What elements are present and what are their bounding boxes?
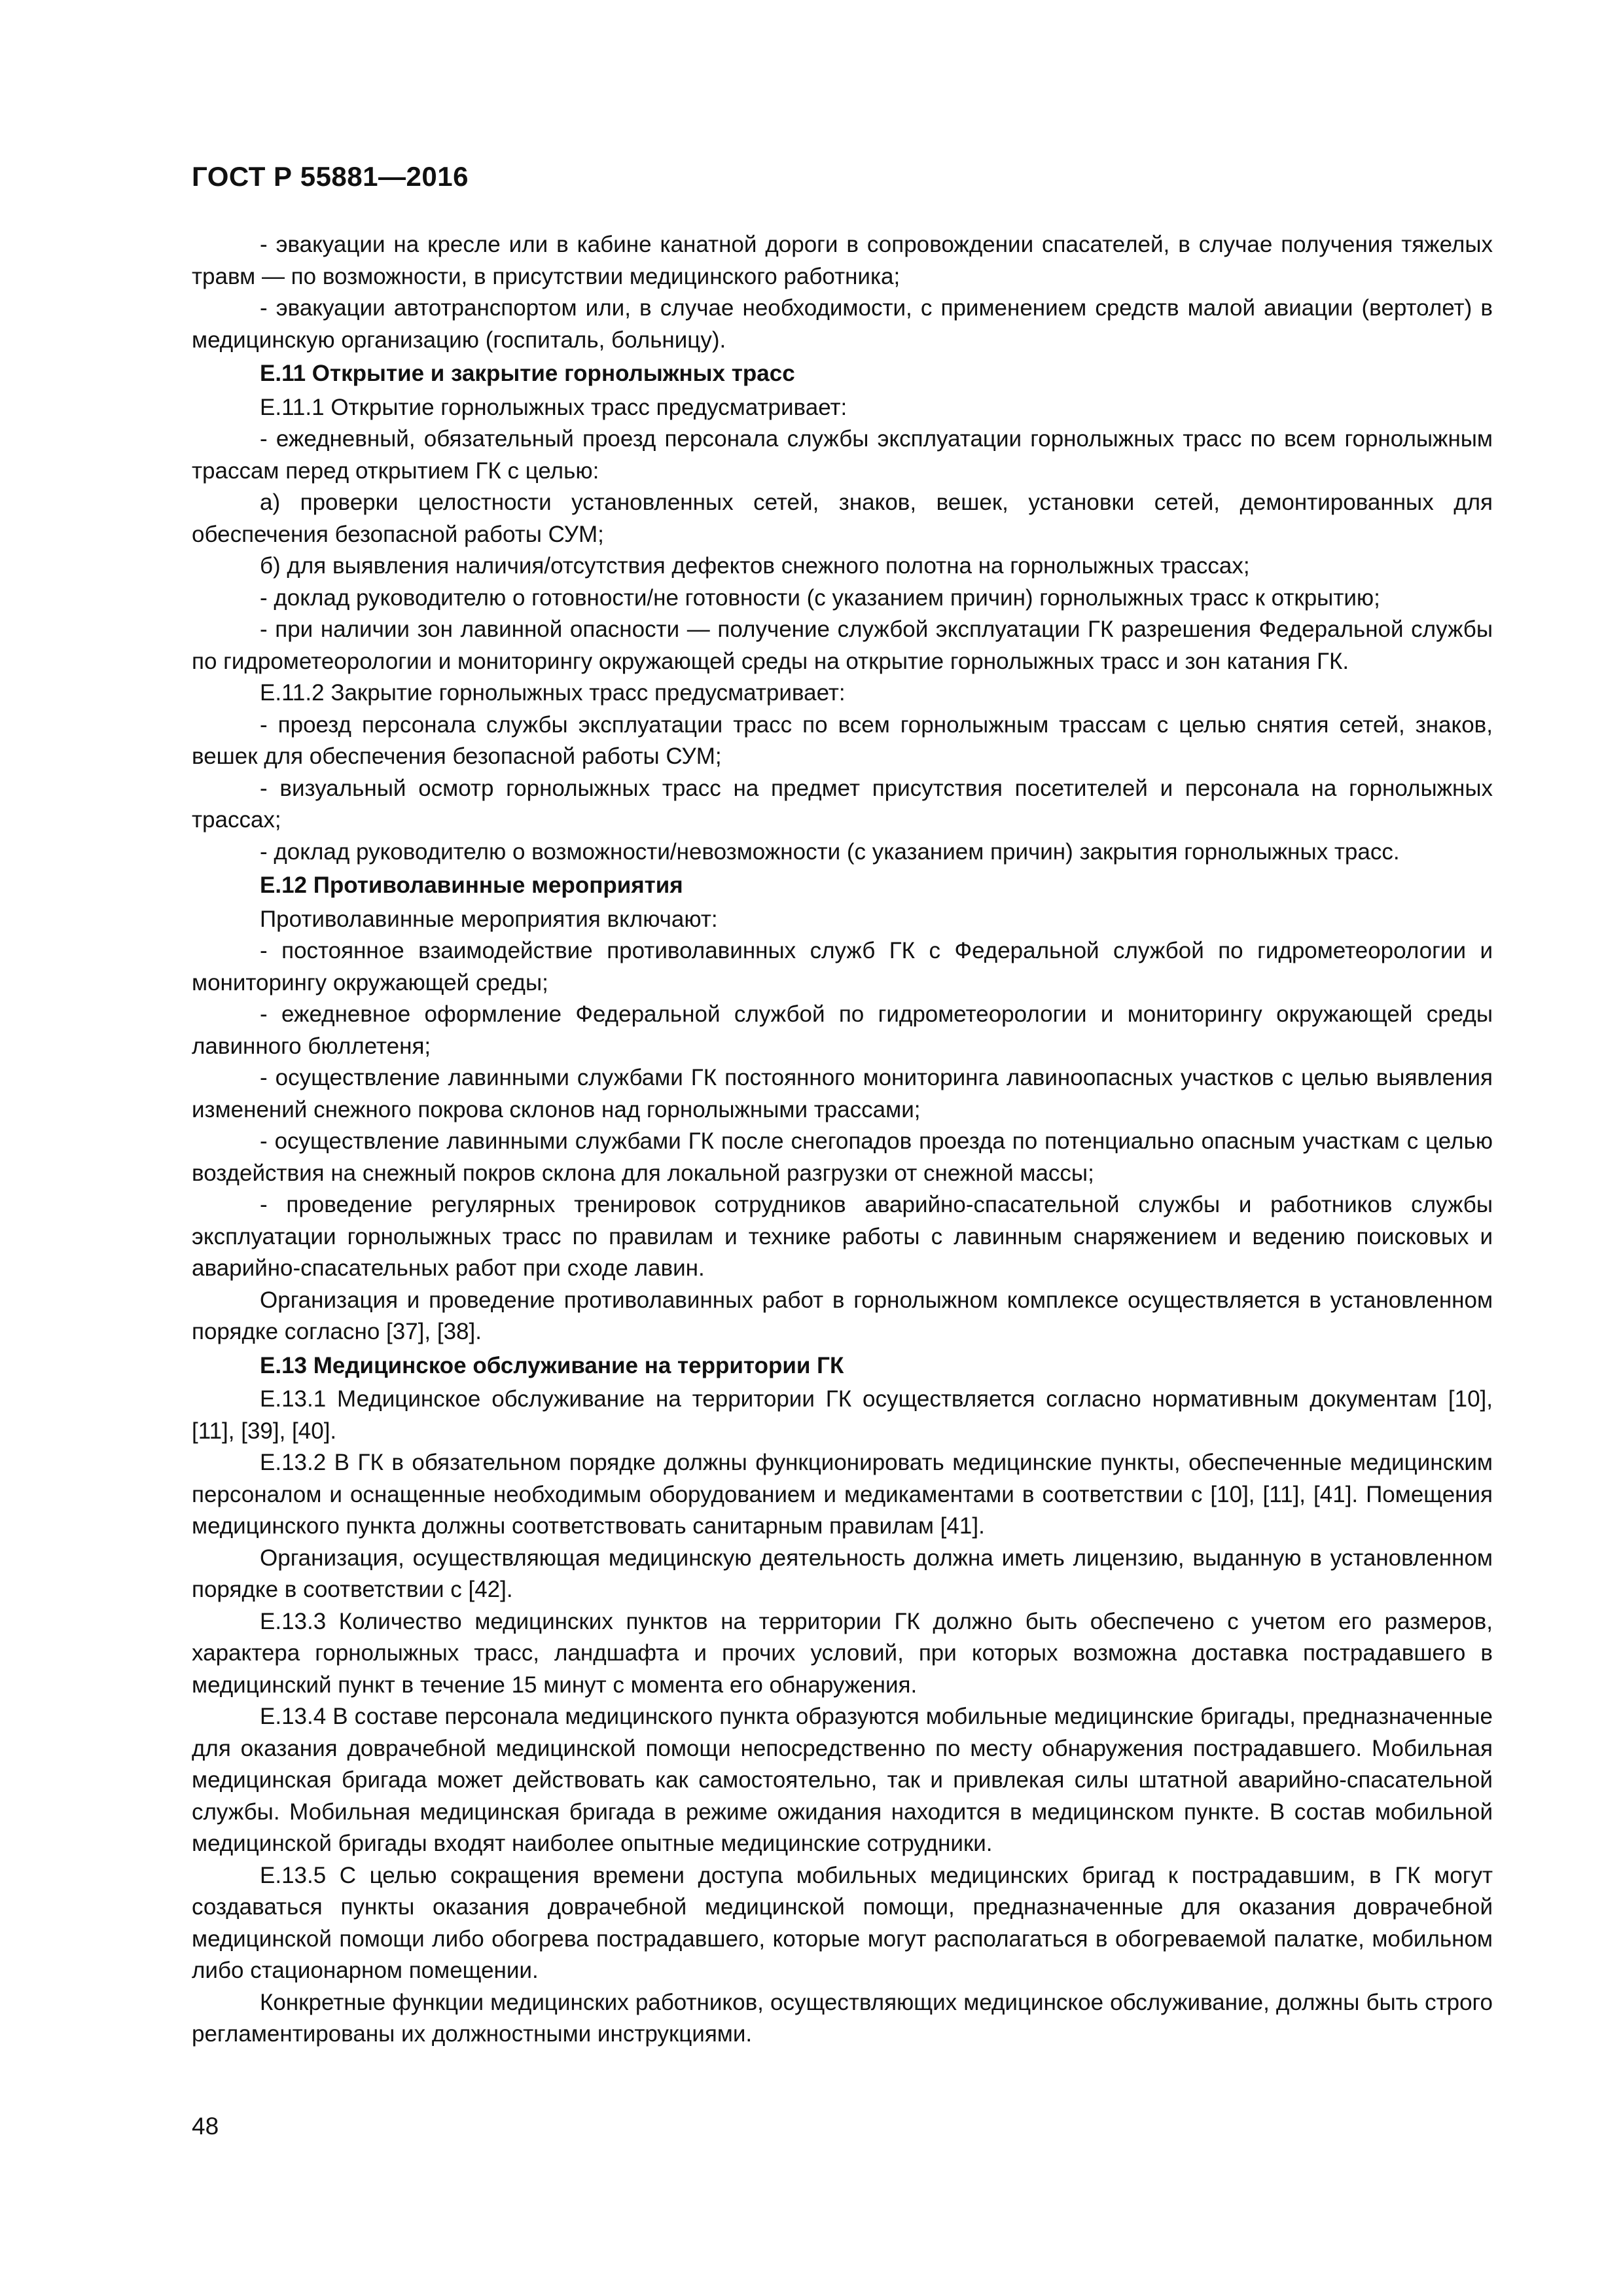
paragraph: - при наличии зон лавинной опасности — получение службой эксплуатации ГК разрешения Федеральной службы по гидрометеорологии и мониторингу окружающей среды на открытие горнолыжных трасс и зон катания ГК.	[192, 617, 1493, 674]
paragraph: - эвакуации автотранспортом или, в случае необходимости, с применением средств малой авиации (вертолет) в медицинскую организацию (госпиталь, больницу).	[192, 295, 1493, 353]
paragraph: - постоянное взаимодействие противолавинных служб ГК с Федеральной службой по гидрометеорологии и мониторингу окружающей среды;	[192, 938, 1493, 996]
paragraph: - ежедневный, обязательный проезд персонала службы эксплуатации горнолыжных трасс по всем горнолыжным трассам перед открытием ГК с целью:	[192, 426, 1493, 484]
paragraph: Организация, осуществляющая медицинскую деятельность должна иметь лицензию, выданную в установленном порядке в соответствии с [42].	[192, 1545, 1493, 1602]
paragraph: - визуальный осмотр горнолыжных трасс на предмет присутствия посетителей и персонала на горнолыжных трассах;	[192, 775, 1493, 833]
section-heading: Е.11 Открытие и закрытие горнолыжных трасс	[260, 361, 795, 386]
paragraph: - проезд персонала службы эксплуатации трасс по всем горнолыжным трассам с целью снятия сетей, знаков, вешек для обеспечения безопасной работы СУМ;	[192, 711, 1493, 769]
page-number: 48	[192, 2113, 219, 2140]
paragraph: - осуществление лавинными службами ГК после снегопадов проезда по потенциально опасным участкам с целью воздействия на снежный покров склона для локальной разгрузки от снежной массы;	[192, 1128, 1493, 1186]
section-heading: Е.13 Медицинское обслуживание на территории ГК	[260, 1352, 844, 1378]
paragraph: б) для выявления наличия/отсутствия дефектов снежного полотна на горнолыжных трассах;	[260, 553, 1250, 579]
paragraph: - проведение регулярных тренировок сотрудников аварийно-спасательной службы и работников службы эксплуатации горнолыжных трасс по правилам и технике работы с лавинным снаряжением и ведению поисковых и аварийно-спасательных работ при сходе лавин.	[192, 1192, 1493, 1281]
document-header: ГОСТ Р 55881—2016	[192, 161, 469, 192]
paragraph: Е.13.1 Медицинское обслуживание на территории ГК осуществляется согласно нормативным документам [10], [11], [39], [40].	[192, 1386, 1493, 1444]
paragraph: а) проверки целостности установленных сетей, знаков, вешек, установки сетей, демонтированных для обеспечения безопасной работы СУМ;	[192, 490, 1493, 547]
paragraph: Е.13.4 В составе персонала медицинского пункта образуются мобильные медицинские бригады, предназначенные для оказания доврачебной медицинской помощи непосредственно по месту обнаружения пострадавшего. Мобильная медицинская бригада может действовать как самостоятельно, так и привлекая силы штатной аварийно-спасательной службы. Мобильная медицинская бригада в режиме ожидания находится в медицинском пункте. В состав мобильной медицинской бригады входят наиболее опытные медицинские сотрудники.	[192, 1704, 1493, 1856]
paragraph: Е.11.2 Закрытие горнолыжных трасс предусматривает:	[260, 680, 846, 706]
section-heading: Е.12 Противолавинные мероприятия	[260, 872, 683, 898]
paragraph: Е.11.1 Открытие горнолыжных трасс предусматривает:	[260, 394, 847, 420]
paragraph: Противолавинные мероприятия включают:	[260, 906, 718, 932]
paragraph: Конкретные функции медицинских работников, осуществляющих медицинское обслуживание, должны быть строго регламентированы их должностными инструкциями.	[192, 1989, 1493, 2047]
document-body	[192, 229, 1493, 2051]
paragraph: - эвакуации на кресле или в кабине канатной дороги в сопровождении спасателей, в случае получения тяжелых травм — по возможности, в присутствии медицинского работника;	[192, 232, 1493, 289]
paragraph: Е.13.3 Количество медицинских пунктов на территории ГК должно быть обеспечено с учетом его размеров, характера горнолыжных трасс, ландшафта и прочих условий, при которых возможна доставка пострадавшего в медицинский пункт в течение 15 минут с момента его обнаружения.	[192, 1608, 1493, 1698]
paragraph: - доклад руководителю о готовности/не готовности (с указанием причин) горнолыжных трасс к открытию;	[260, 584, 1380, 611]
paragraph: Е.13.5 С целью сокращения времени доступа мобильных медицинских бригад к пострадавшим, в ГК могут создаваться пункты оказания доврачебной медицинской помощи, предназначенные для оказания доврачебной медицинской помощи либо обогрева пострадавшего, которые могут располагаться в обогреваемой палатке, мобильном либо стационарном помещении.	[192, 1862, 1493, 1983]
paragraph: - осуществление лавинными службами ГК постоянного мониторинга лавиноопасных участков с целью выявления изменений снежного покрова склонов над горнолыжными трассами;	[192, 1065, 1493, 1122]
paragraph: Организация и проведение противолавинных работ в горнолыжном комплексе осуществляется в установленном порядке согласно [37], [38].	[192, 1287, 1493, 1344]
paragraph: - доклад руководителю о возможности/невозможности (с указанием причин) закрытия горнолыжных трасс.	[260, 838, 1400, 865]
paragraph: - ежедневное оформление Федеральной службой по гидрометеорологии и мониторингу окружающей среды лавинного бюллетеня;	[192, 1001, 1493, 1059]
paragraph: Е.13.2 В ГК в обязательном порядке должны функционировать медицинские пункты, обеспеченные медицинским персоналом и оснащенные необходимым оборудованием и медикаментами в соответствии с [10], [11], [41]. Помещения медицинского пункта должны соответствовать санитарным правилам [41].	[192, 1450, 1493, 1539]
